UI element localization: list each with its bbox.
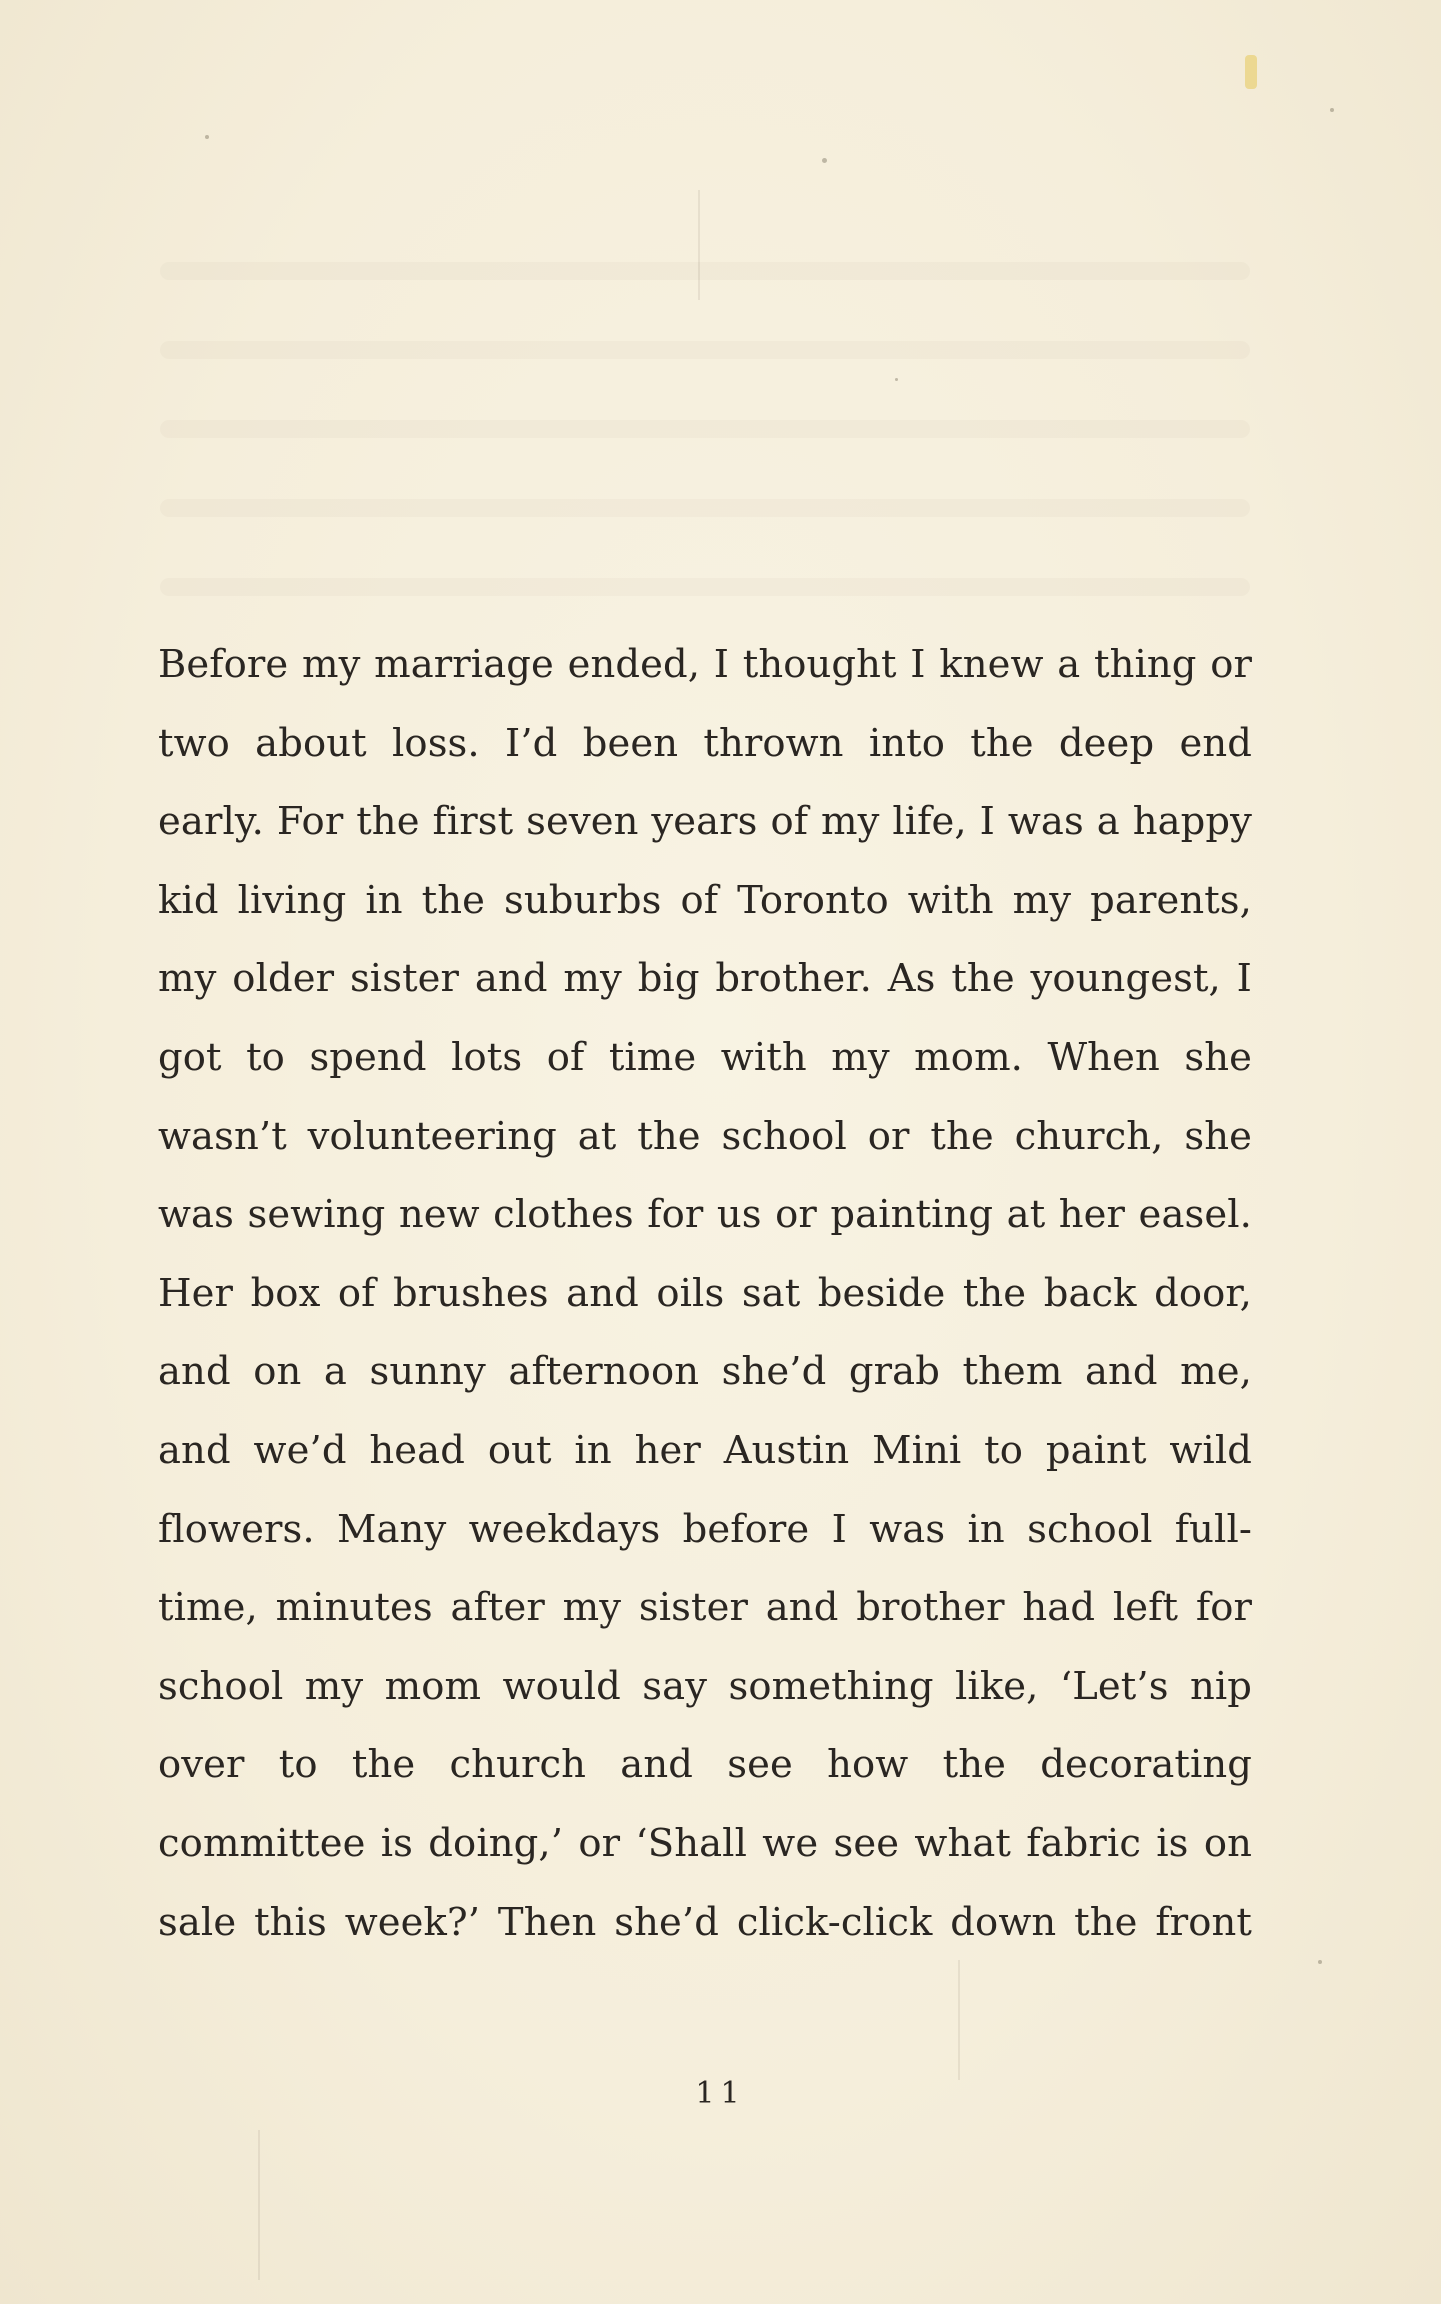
- text-line: was sewing new clothes for us or painting at her easel.: [158, 1192, 1252, 1238]
- text-line: wasn’t volunteering at the school or the church, she: [158, 1113, 1252, 1159]
- text-line: Before my marriage ended, I thought I knew a thing or: [158, 642, 1252, 687]
- paper-streak: [958, 1960, 960, 2080]
- text-line: over to the church and see how the decorating: [158, 1742, 1252, 1788]
- show-through-line: [160, 499, 1250, 517]
- paper-speck: [895, 378, 898, 381]
- text-line: time, minutes after my sister and brother had left for: [158, 1585, 1252, 1631]
- paper-speck: [1330, 108, 1334, 112]
- text-line: and on a sunny afternoon she’d grab them and me,: [158, 1349, 1252, 1395]
- text-line: Her box of brushes and oils sat beside the back door,: [158, 1270, 1252, 1316]
- body-paragraph: [158, 626, 1252, 1962]
- paper-speck: [822, 158, 827, 163]
- text-line: got to spend lots of time with my mom. When she: [158, 1034, 1252, 1080]
- show-through-line: [160, 341, 1250, 359]
- show-through-line: [160, 578, 1250, 596]
- show-through-line: [160, 420, 1250, 438]
- paper-fleck: [1245, 55, 1257, 89]
- page-number: 11: [695, 2076, 746, 2111]
- text-line: kid living in the suburbs of Toronto with my parents,: [158, 877, 1252, 923]
- paper-streak: [258, 2130, 260, 2280]
- text-line: flowers. Many weekdays before I was in school full-: [158, 1506, 1252, 1552]
- text-line: early. For the first seven years of my life, I was a happy: [158, 799, 1252, 845]
- text-line: two about loss. I’d been thrown into the deep end: [158, 720, 1252, 766]
- show-through-line: [160, 262, 1250, 280]
- paper-speck: [205, 135, 209, 139]
- text-line: my older sister and my big brother. As the youngest, I: [158, 956, 1252, 1002]
- text-line: school my mom would say something like, ‘Let’s nip: [158, 1663, 1252, 1709]
- text-line: committee is doing,’ or ‘Shall we see what fabric is on: [158, 1820, 1252, 1866]
- text-line: sale this week?’ Then she’d click-click down the front: [158, 1899, 1252, 1945]
- text-line: and we’d head out in her Austin Mini to paint wild: [158, 1427, 1252, 1473]
- paper-streak: [698, 190, 700, 300]
- paper-speck: [1318, 1960, 1322, 1964]
